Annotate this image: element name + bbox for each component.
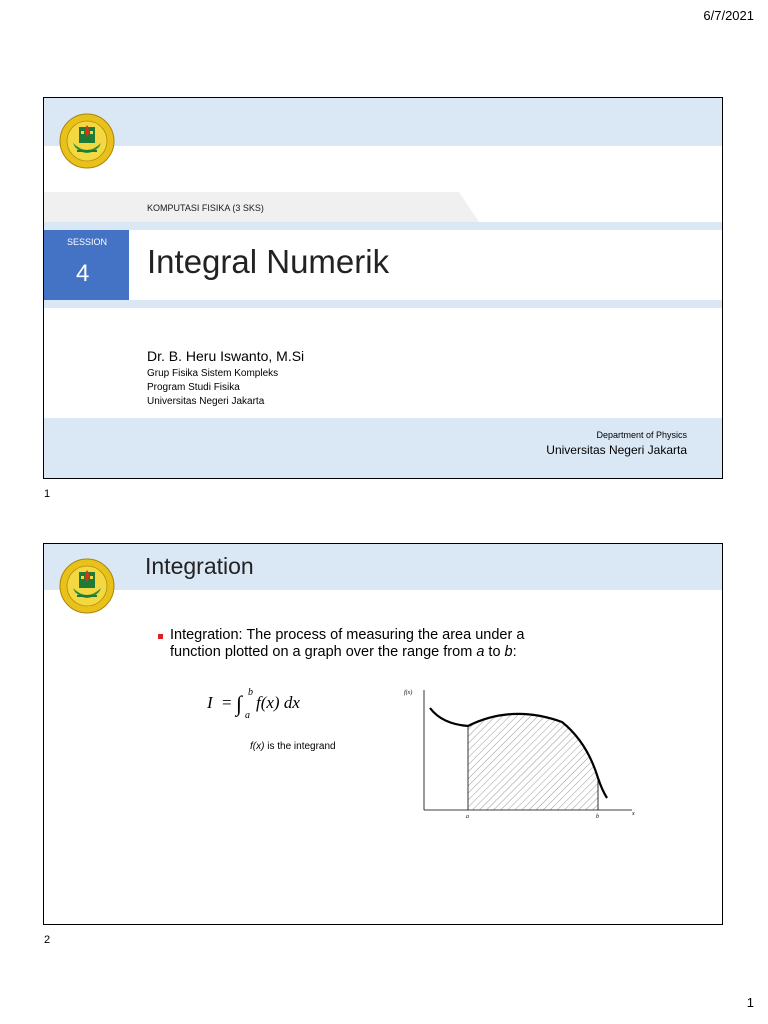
session-box — [44, 230, 129, 300]
session-label: SESSION — [67, 237, 108, 247]
slide-2 — [43, 543, 723, 925]
integrand-var: f(x) — [250, 741, 265, 752]
range-start: a — [476, 644, 485, 660]
date: 6/7/2021 — [703, 8, 754, 23]
lower-limit: a — [245, 710, 250, 721]
integrand-expression: f(x) dx — [256, 693, 300, 712]
author-name: Dr. B. Heru Iswanto, M.Si — [147, 348, 305, 364]
integrand-desc: is the integrand — [264, 741, 336, 752]
formula-equals: = — [222, 693, 232, 712]
bullet-line-2: function plotted on a graph over the range from — [170, 644, 477, 660]
a-label: a — [466, 814, 469, 820]
bullet-line-1: Integration: The process of measuring the area under a — [170, 627, 525, 643]
divider-band — [44, 300, 722, 308]
university-logo — [59, 558, 115, 614]
formula-lhs: I — [207, 693, 213, 712]
slide-number: 2 — [44, 934, 51, 946]
range-to: to — [484, 644, 505, 660]
b-label: b — [596, 814, 599, 820]
university-name: Universitas Negeri Jakarta — [546, 443, 687, 457]
course-subject: KOMPUTASI FISIKA (3 SKS) — [147, 203, 264, 213]
university-logo — [59, 113, 115, 169]
department-name: Department of Physics — [596, 430, 687, 440]
integrand-note — [250, 741, 336, 752]
page-number: 1 — [746, 995, 754, 1010]
slide-title: Integral Numerik — [147, 243, 390, 280]
top-band — [44, 98, 722, 146]
bullet-colon: : — [512, 644, 517, 660]
range-end: b — [504, 644, 513, 660]
affiliation-line: Grup Fisika Sistem Kompleks — [147, 368, 279, 379]
slide-number: 1 — [44, 488, 51, 500]
shaded-area — [468, 714, 598, 810]
integral-formula — [204, 682, 324, 722]
slide-1 — [43, 97, 723, 479]
bullet-text — [170, 627, 580, 661]
integral-sign: ∫ — [236, 691, 243, 716]
affiliation-line: Universitas Negeri Jakarta — [147, 396, 265, 407]
bullet-icon — [158, 634, 163, 639]
affiliation-line: Program Studi Fisika — [147, 382, 240, 393]
integral-graph — [402, 682, 642, 822]
slide-title: Integration — [145, 553, 254, 579]
y-axis-label: f(x) — [404, 690, 413, 696]
divider-band — [44, 222, 722, 230]
upper-limit: b — [248, 687, 253, 698]
x-axis-label: x — [632, 811, 635, 817]
session-number: 4 — [76, 260, 90, 287]
